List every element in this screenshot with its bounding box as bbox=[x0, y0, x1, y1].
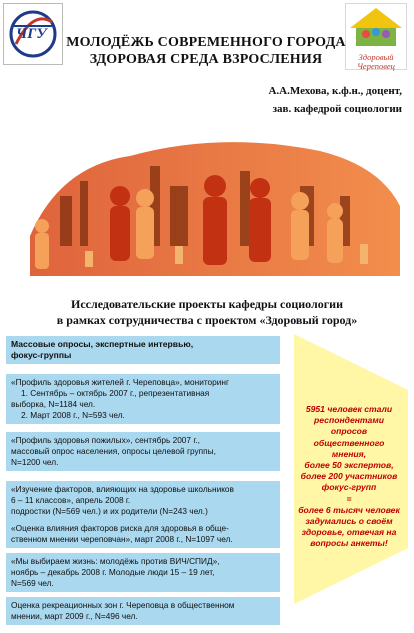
university-logo-text: ЧГУ bbox=[16, 26, 47, 42]
project-schoolchildren-box bbox=[6, 481, 280, 520]
project-3-line-1: «Изучение факторов, влияющих на здоровье школьников bbox=[11, 484, 234, 494]
youth-city-banner bbox=[0, 126, 414, 276]
healthy-city-caption-1: Здоровый bbox=[358, 52, 394, 62]
project-elderly-box bbox=[6, 432, 280, 471]
author-block bbox=[268, 82, 402, 118]
project-4-line-1: «Оценка влияния факторов риска для здоровья в обще- bbox=[11, 523, 229, 533]
projects-header-line-1: Массовые опросы, экспертные интервью, bbox=[11, 339, 194, 349]
project-4-line-2: ственном мнении череповчан», март 2008 г., N=1097 чел. bbox=[11, 534, 233, 544]
subtitle-line-2: в рамках сотрудничества с проектом «Здоровый город» bbox=[56, 313, 358, 327]
summary-callout-text bbox=[296, 404, 402, 550]
project-6-line-2: мнении, март 2009 г., N=496 чел. bbox=[11, 611, 138, 621]
project-1-line-3: выборка, N=1184 чел. bbox=[11, 399, 96, 409]
healthy-city-caption-2: Череповец bbox=[357, 61, 395, 71]
university-logo bbox=[3, 3, 63, 65]
callout-line: респондентами bbox=[314, 415, 384, 426]
project-2-line-2: массовый опрос населения, опросы целевой группы, bbox=[11, 446, 216, 456]
callout-line: фокус-групп bbox=[321, 482, 377, 493]
project-6-line-1: Оценка рекреационных зон г. Череповца в общественном bbox=[11, 600, 235, 610]
callout-line: опросов bbox=[330, 426, 368, 437]
project-3-line-3: подростки (N=569 чел.) и их родители (N=243 чел.) bbox=[11, 506, 208, 516]
title-line-2: ЗДОРОВАЯ СРЕДА ВЗРОСЛЕНИЯ bbox=[89, 52, 323, 67]
project-hiv-box bbox=[6, 553, 280, 592]
projects-header-box bbox=[6, 336, 280, 364]
title-line-1: МОЛОДЁЖЬ СОВРЕМЕННОГО ГОРОДА bbox=[66, 35, 346, 50]
project-5-line-3: N=569 чел. bbox=[11, 578, 54, 588]
callout-line: здоровье, отвечая на bbox=[301, 527, 397, 538]
healthy-city-logo bbox=[345, 3, 407, 70]
project-2-line-3: N=1200 чел. bbox=[11, 457, 59, 467]
project-1-line-2: 1. Сентябрь – октябрь 2007 г., репрезентативная bbox=[21, 388, 210, 398]
section-subtitle bbox=[20, 296, 394, 328]
project-5-line-2: ноябрь – декабрь 2008 г. Молодые люди 15 – 19 лет, bbox=[11, 567, 215, 577]
project-1-line-4: 2. Март 2008 г., N=593 чел. bbox=[21, 410, 125, 420]
callout-line: общественного bbox=[313, 437, 385, 448]
author-line-2: зав. кафедрой социологии bbox=[272, 103, 402, 115]
project-risk-factors-box bbox=[6, 520, 280, 548]
page-title bbox=[66, 34, 346, 68]
project-1-line-1: «Профиль здоровья жителей г. Череповца», мониторинг bbox=[11, 377, 230, 387]
callout-line: более 6 тысяч человек bbox=[298, 504, 400, 515]
callout-line: вопросы анкеты! bbox=[310, 538, 388, 549]
project-5-line-1: «Мы выбираем жизнь: молодёжь против ВИЧ/СПИД», bbox=[11, 556, 220, 566]
callout-line: задумались о своём bbox=[305, 516, 393, 527]
subtitle-line-1: Исследовательские проекты кафедры социологии bbox=[70, 297, 344, 311]
callout-line: 5951 человек стали bbox=[305, 404, 393, 414]
callout-line: мнения, bbox=[331, 448, 367, 459]
healthy-city-logo-graphic bbox=[346, 4, 406, 48]
project-health-profile-box bbox=[6, 374, 280, 424]
callout-line: более 200 участников bbox=[300, 471, 398, 482]
projects-header-line-2: фокус-группы bbox=[11, 350, 72, 360]
callout-line: более 50 экспертов, bbox=[304, 460, 394, 471]
project-2-line-1: «Профиль здоровья пожилых», сентябрь 2007 г., bbox=[11, 435, 200, 445]
author-line-1: А.А.Мехова, к.ф.н., доцент, bbox=[268, 85, 402, 97]
project-recreation-box bbox=[6, 597, 280, 625]
callout-line: = bbox=[346, 493, 352, 504]
project-3-line-2: 6 – 11 классов», апрель 2008 г. bbox=[11, 495, 131, 505]
